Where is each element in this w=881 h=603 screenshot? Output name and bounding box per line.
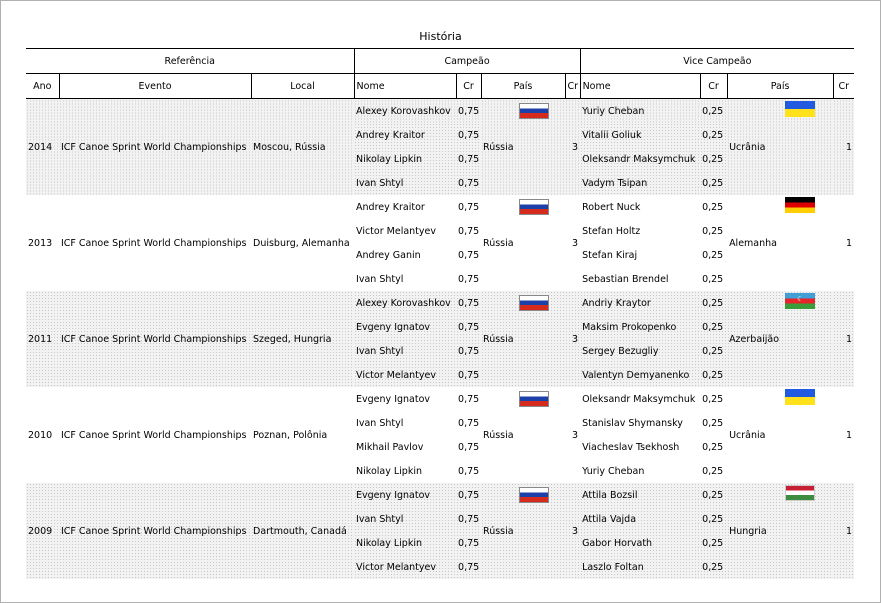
champion-name-cell: Andrey Kraitor: [356, 201, 425, 213]
header-champ-cr: Cr: [456, 74, 481, 99]
champion-name-cell: Ivan Shtyl: [354, 339, 456, 363]
vice-cr-cell: 0,25: [700, 339, 727, 363]
event-cell: ICF Canoe Sprint World Championships: [59, 291, 251, 387]
champion-name-cell: Evgeny Ignatov: [354, 315, 456, 339]
champion-cr-cell: 0,75: [456, 147, 481, 171]
vice-cr-cell: 0,25: [700, 315, 727, 339]
vice-country-cell: [727, 387, 833, 483]
vice-cr-cell: 0,25: [700, 531, 727, 555]
page-title: História: [419, 30, 462, 43]
year-cell: 2013: [28, 237, 53, 249]
location-cell: Dartmouth, Canadá: [251, 483, 354, 579]
champion-cr-cell: 0,75: [456, 291, 481, 315]
vice-name-cell: Maksim Prokopenko: [580, 315, 700, 339]
vice-name-cell: Vadym Tsipan: [580, 171, 700, 195]
champion-name-cell: Evgeny Ignatov: [354, 483, 456, 507]
champion-country-cell: [481, 195, 565, 291]
vice-country-name: Ucrânia: [729, 429, 766, 441]
vice-cr-cell: 0,25: [700, 483, 727, 507]
champion-country-cr-cell: 3: [572, 429, 579, 441]
russia-flag-icon: [519, 391, 549, 407]
vice-name-cell: Attila Bozsil: [580, 483, 700, 507]
vice-cr-cell: 0,25: [700, 363, 727, 387]
ukraine-flag-icon: [785, 101, 815, 117]
vice-name-cell: Attila Vajda: [580, 507, 700, 531]
vice-country-cr-cell: 1: [833, 483, 854, 579]
header-champ-pais: País: [481, 74, 565, 99]
vice-country-name: Hungria: [729, 525, 767, 537]
location-cell: Duisburg, Alemanha: [253, 237, 350, 249]
header-ano: Ano: [26, 74, 59, 99]
champion-country-name: Rússia: [483, 525, 514, 537]
history-table-body: [26, 99, 854, 580]
vice-name-cell: Laszlo Foltan: [580, 555, 700, 579]
vice-country-name: Ucrânia: [729, 141, 766, 153]
champion-name-cell: Mikhail Pavlov: [356, 441, 424, 453]
champion-cr-cell: 0,75: [458, 417, 480, 429]
champion-name-cell: Andrey Ganin: [356, 249, 421, 261]
table-row: [26, 483, 854, 507]
year-cell: 2009: [26, 483, 59, 579]
header-referencia: Referência: [26, 49, 354, 74]
header-champ-nome: Nome: [354, 74, 456, 99]
champion-cr-cell: 0,75: [458, 249, 480, 261]
vice-cr-cell: 0,25: [702, 465, 724, 477]
vice-cr-cell: 0,25: [700, 555, 727, 579]
vice-cr-cell: 0,25: [700, 99, 727, 124]
vice-cr-cell: 0,25: [700, 507, 727, 531]
header-local: Local: [251, 74, 354, 99]
year-cell: 2014: [26, 99, 59, 196]
header-column-row: [26, 74, 854, 99]
champion-name-cell: Evgeny Ignatov: [356, 393, 431, 405]
champion-country-name: Rússia: [483, 333, 514, 345]
vice-name-cell: Sergey Bezugliy: [580, 339, 700, 363]
event-cell: ICF Canoe Sprint World Championships: [61, 237, 247, 249]
vice-name-cell: Valentyn Demyanenko: [580, 363, 700, 387]
champion-name-cell: Andrey Kraitor: [354, 123, 456, 147]
vice-name-cell: Stefan Kiraj: [582, 249, 638, 261]
vice-country-cell: [727, 99, 833, 196]
champion-country-cr-cell: 3: [565, 291, 580, 387]
champion-country-cr-cell: 3: [572, 237, 579, 249]
champion-country-name: Rússia: [483, 237, 514, 249]
header-vice-campeao: Vice Campeão: [580, 49, 854, 74]
header-vice-country-cr: Cr: [833, 74, 854, 99]
champion-country-cell: [481, 483, 565, 579]
champion-cr-cell: 0,75: [458, 393, 480, 405]
champion-name-cell: Ivan Shtyl: [354, 507, 456, 531]
champion-name-cell: Alexey Korovashkov: [354, 291, 456, 315]
vice-name-cell: Sebastian Brendel: [582, 273, 669, 285]
vice-name-cell: Robert Nuck: [582, 201, 641, 213]
champion-cr-cell: 0,75: [456, 123, 481, 147]
hungary-flag-icon: [785, 485, 815, 501]
champion-cr-cell: 0,75: [456, 363, 481, 387]
champion-name-cell: Victor Melantyev: [356, 225, 436, 237]
vice-name-cell: Gabor Horvath: [580, 531, 700, 555]
champion-cr-cell: 0,75: [458, 225, 480, 237]
champion-cr-cell: 0,75: [456, 339, 481, 363]
champion-country-name: Rússia: [483, 141, 514, 153]
header-group-row: [26, 49, 854, 74]
year-cell: 2011: [26, 291, 59, 387]
champion-name-cell: Nikolay Lipkin: [354, 531, 456, 555]
vice-cr-cell: 0,25: [700, 291, 727, 315]
champion-country-name: Rússia: [483, 429, 514, 441]
table-row: [26, 387, 854, 411]
header-evento: Evento: [59, 74, 251, 99]
header-champ-country-cr: Cr: [565, 74, 580, 99]
vice-name-cell: Yuriy Cheban: [582, 465, 645, 477]
champion-cr-cell: 0,75: [458, 273, 480, 285]
location-cell: Szeged, Hungria: [251, 291, 354, 387]
champion-cr-cell: 0,75: [458, 441, 480, 453]
champion-name-cell: Ivan Shtyl: [354, 171, 456, 195]
header-vice-cr: Cr: [700, 74, 727, 99]
russia-flag-icon: [519, 199, 549, 215]
champion-name-cell: Alexey Korovashkov: [354, 99, 456, 124]
champion-country-cell: [481, 99, 565, 196]
germany-flag-icon: [785, 197, 815, 213]
champion-name-cell: Victor Melantyev: [354, 555, 456, 579]
champion-country-cr-cell: 3: [565, 99, 580, 196]
vice-cr-cell: 0,25: [702, 417, 724, 429]
vice-cr-cell: 0,25: [702, 201, 724, 213]
champion-cr-cell: 0,75: [456, 171, 481, 195]
vice-country-name: Alemanha: [729, 237, 777, 249]
location-cell: Poznan, Polônia: [253, 429, 328, 441]
champion-name-cell: Nikolay Lipkin: [356, 465, 422, 477]
vice-country-name: Azerbaijão: [729, 333, 780, 345]
vice-country-cr-cell: 1: [846, 237, 853, 249]
vice-cr-cell: 0,25: [702, 249, 724, 261]
vice-name-cell: Andriy Kraytor: [580, 291, 700, 315]
vice-name-cell: Vitalii Goliuk: [580, 123, 700, 147]
russia-flag-icon: [519, 487, 549, 503]
champion-name-cell: Ivan Shtyl: [356, 273, 404, 285]
champion-cr-cell: 0,75: [456, 555, 481, 579]
vice-country-cr-cell: 1: [833, 99, 854, 196]
table-row: [26, 291, 854, 315]
champion-name-cell: Ivan Shtyl: [356, 417, 404, 429]
champion-cr-cell: 0,75: [456, 531, 481, 555]
vice-country-cell: [727, 483, 833, 579]
header-vice-pais: País: [727, 74, 833, 99]
vice-name-cell: Oleksandr Maksymchuk: [582, 393, 696, 405]
vice-name-cell: Stanislav Shymansky: [582, 417, 683, 429]
event-cell: ICF Canoe Sprint World Championships: [61, 429, 247, 441]
champion-cr-cell: 0,75: [456, 99, 481, 124]
vice-country-cr-cell: 1: [846, 429, 853, 441]
champion-cr-cell: 0,75: [458, 465, 480, 477]
vice-cr-cell: 0,25: [702, 225, 724, 237]
champion-cr-cell: 0,75: [458, 201, 480, 213]
champion-name-cell: Nikolay Lipkin: [354, 147, 456, 171]
vice-name-cell: Viacheslav Tsekhosh: [582, 441, 680, 453]
vice-cr-cell: 0,25: [700, 123, 727, 147]
event-cell: ICF Canoe Sprint World Championships: [59, 483, 251, 579]
vice-cr-cell: 0,25: [702, 273, 724, 285]
header-vice-nome: Nome: [580, 74, 700, 99]
vice-country-cell: [727, 195, 833, 291]
champion-name-cell: Victor Melantyev: [354, 363, 456, 387]
vice-cr-cell: 0,25: [702, 393, 724, 405]
vice-country-cell: [727, 291, 833, 387]
champion-cr-cell: 0,75: [456, 507, 481, 531]
champion-country-cr-cell: 3: [565, 483, 580, 579]
vice-name-cell: Oleksandr Maksymchuk: [580, 147, 700, 171]
vice-cr-cell: 0,25: [702, 441, 724, 453]
table-row: [26, 99, 854, 124]
champion-country-cell: [481, 291, 565, 387]
event-cell: ICF Canoe Sprint World Championships: [59, 99, 251, 196]
table-row: [26, 195, 854, 219]
header-campeao: Campeão: [354, 49, 580, 74]
russia-flag-icon: [519, 103, 549, 119]
vice-name-cell: Stefan Holtz: [582, 225, 641, 237]
vice-name-cell: Yuriy Cheban: [580, 99, 700, 124]
ukraine-flag-icon: [785, 389, 815, 405]
russia-flag-icon: [519, 295, 549, 311]
champion-cr-cell: 0,75: [456, 315, 481, 339]
azerbaijan-flag-icon: [785, 293, 815, 309]
location-cell: Moscou, Rússia: [251, 99, 354, 196]
vice-cr-cell: 0,25: [700, 147, 727, 171]
vice-country-cr-cell: 1: [833, 291, 854, 387]
history-table: [26, 48, 854, 579]
champion-cr-cell: 0,75: [456, 483, 481, 507]
vice-cr-cell: 0,25: [700, 171, 727, 195]
champion-country-cell: [481, 387, 565, 483]
year-cell: 2010: [28, 429, 53, 441]
